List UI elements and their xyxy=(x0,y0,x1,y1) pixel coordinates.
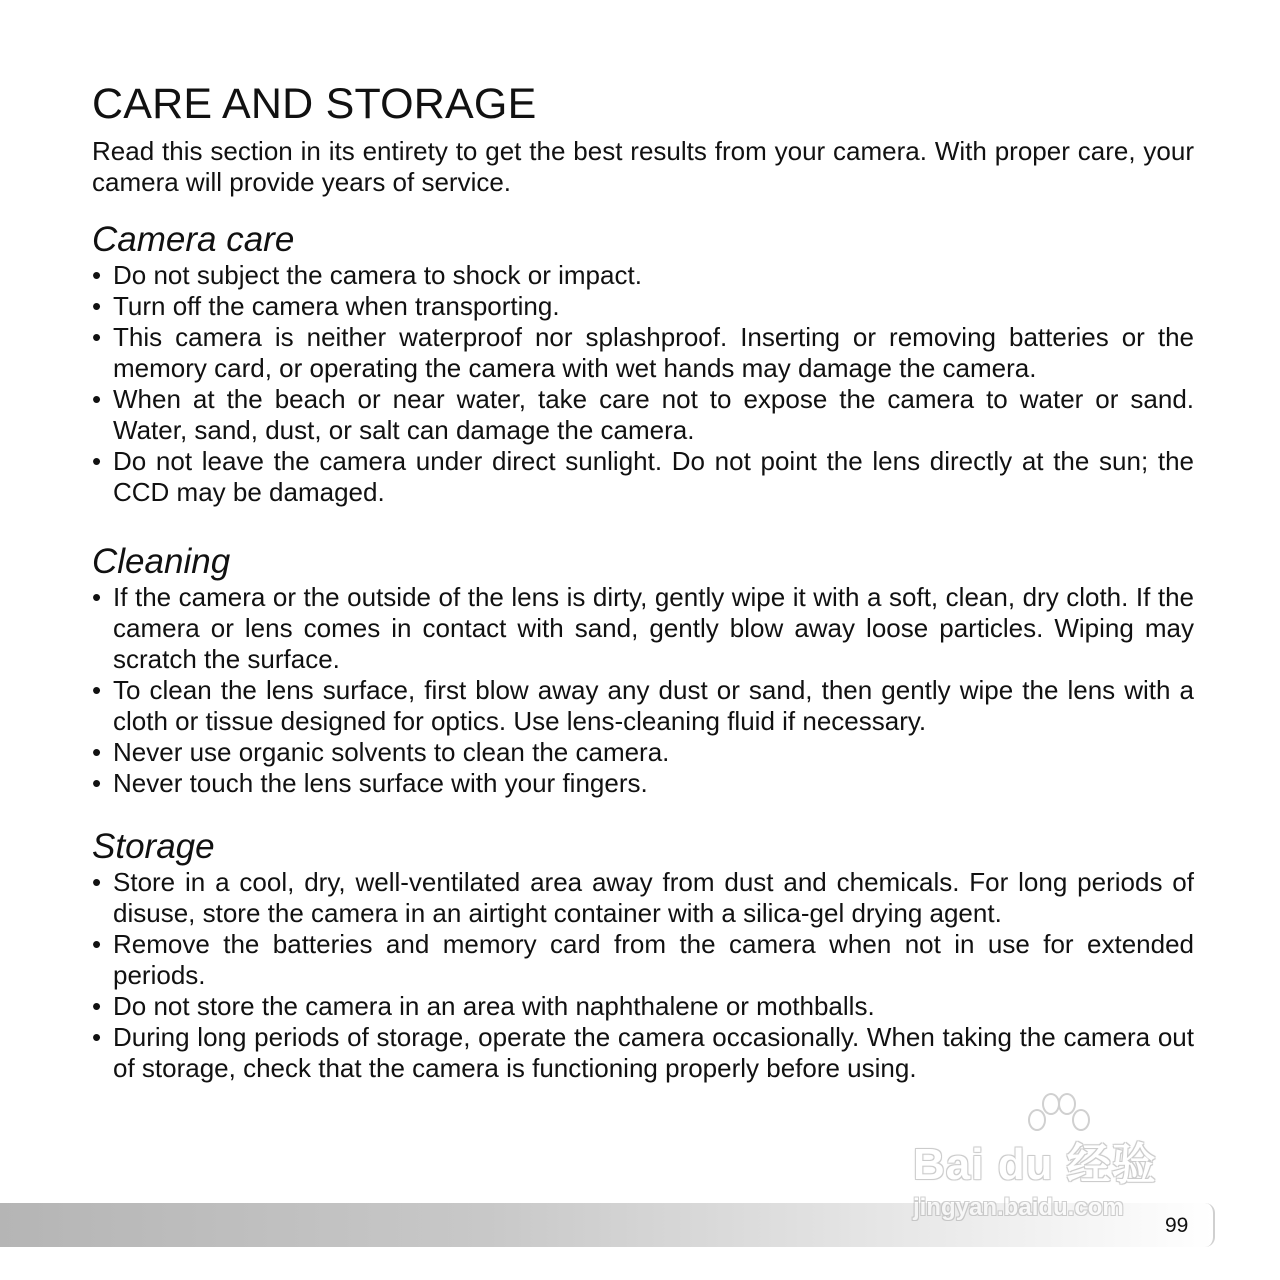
watermark-url: jingyan.baidu.com xyxy=(913,1194,1124,1221)
watermark-brand: Bai du 经验 xyxy=(913,1140,1157,1189)
list-item: • Store in a cool, dry, well-ventilated area away from dust and chemicals. For long periods of disuse, store the camera in an airtight container with a silica-gel drying agent. xyxy=(92,867,1194,929)
intro-paragraph: Read this section in its entirety to get the best results from your camera. With proper care, your camera will provide years of service. xyxy=(92,136,1194,197)
list-item: • When at the beach or near water, take care not to expose the camera to water or sand. Water, sand, dust, or salt can damage the camera. xyxy=(92,384,1194,446)
bullet-list xyxy=(92,582,1194,799)
list-item: • Do not leave the camera under direct sunlight. Do not point the lens directly at the sun; the CCD may be damaged. xyxy=(92,446,1194,508)
list-item: • This camera is neither waterproof nor splashproof. Inserting or removing batteries or the memory card, or operating the camera with wet hands may damage the camera. xyxy=(92,322,1194,384)
section-heading: Camera care xyxy=(92,220,295,259)
section-cleaning xyxy=(92,542,1194,799)
section-heading: Cleaning xyxy=(92,542,231,581)
baidu-watermark xyxy=(905,1090,1205,1230)
list-item: • Never touch the lens surface with your fingers. xyxy=(92,768,1194,799)
bullet-list xyxy=(92,867,1194,1084)
list-item: • Never use organic solvents to clean the camera. xyxy=(92,737,1194,768)
list-item: • To clean the lens surface, first blow away any dust or sand, then gently wipe the lens with a cloth or tissue designed for optics. Use lens-cleaning fluid if necessary. xyxy=(92,675,1194,737)
page-number: 99 xyxy=(1165,1214,1189,1237)
list-item: • Do not subject the camera to shock or impact. xyxy=(92,260,1194,291)
list-item: • During long periods of storage, operate the camera occasionally. When taking the camera out of storage, check that the camera is functioning properly before using. xyxy=(92,1022,1194,1084)
bullet-list xyxy=(92,260,1194,508)
section-camera-care xyxy=(92,220,1194,508)
list-item: • Do not store the camera in an area with naphthalene or mothballs. xyxy=(92,991,1194,1022)
list-item: • Remove the batteries and memory card from the camera when not in use for extended periods. xyxy=(92,929,1194,991)
section-storage xyxy=(92,827,1194,1084)
page-title: CARE AND STORAGE xyxy=(92,80,537,128)
section-heading: Storage xyxy=(92,827,215,866)
list-item: • Turn off the camera when transporting. xyxy=(92,291,1194,322)
list-item: • If the camera or the outside of the lens is dirty, gently wipe it with a soft, clean, dry cloth. If the camera or lens comes in contact with sand, gently blow away loose particles. Wiping may scratch the surface. xyxy=(92,582,1194,675)
document-page xyxy=(92,78,1194,1084)
